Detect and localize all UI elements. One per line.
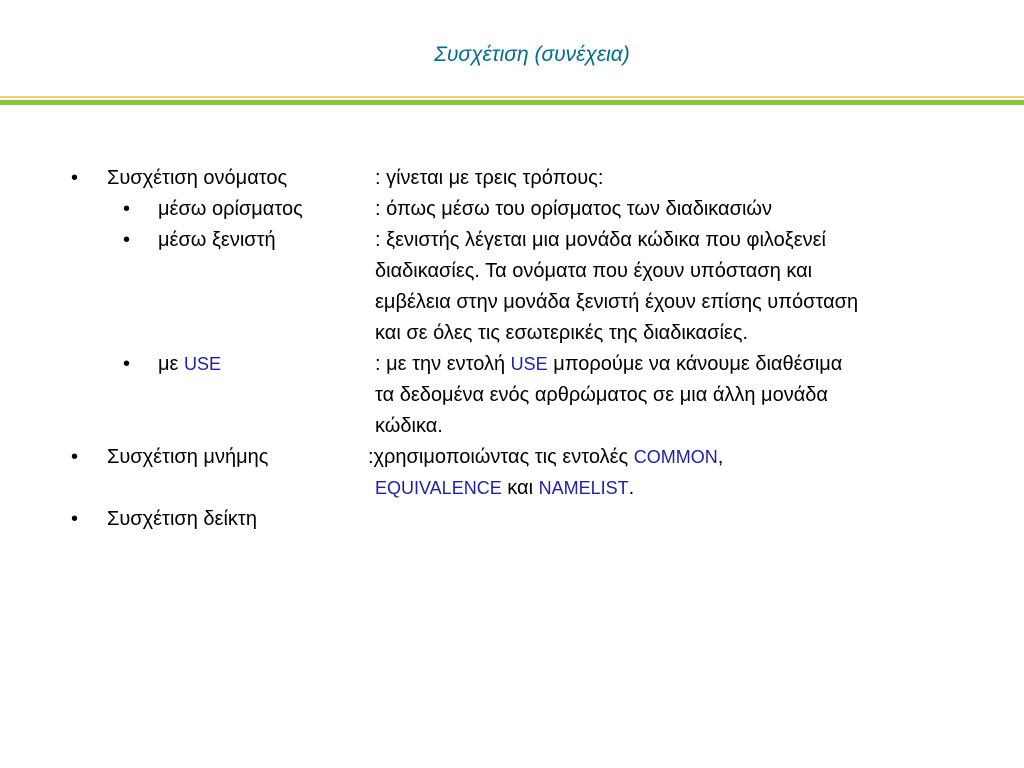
bullet-icon: • [71, 508, 79, 530]
bullet-icon: • [123, 353, 131, 375]
term-name-association: Συσχέτιση ονόματος [107, 167, 288, 189]
bullet-icon: • [123, 198, 131, 220]
slide-title: Συσχέτιση (συνέχεια) [434, 43, 630, 66]
list-item-via-host [0, 225, 1024, 256]
slide-body [0, 163, 1024, 535]
term-via-argument: μέσω ορίσματος [158, 198, 303, 220]
list-item-continuation [0, 256, 1024, 287]
list-item-continuation [0, 411, 1024, 442]
term-with-use-prefix: με [158, 353, 184, 375]
list-item-continuation [0, 318, 1024, 349]
desc-memory-line-2 [375, 473, 634, 504]
desc-with-use-prefix: : με την εντολή [375, 353, 511, 375]
keyword-equivalence: EQUIVALENCE [375, 478, 502, 498]
bullet-icon: • [71, 446, 79, 468]
desc-name-association: : γίνεται με τρεις τρόπους: [375, 167, 604, 189]
desc-memory-conjunction: και [501, 477, 539, 499]
term-via-host: μέσω ξενιστή [158, 229, 276, 251]
desc-with-use-line-3: κώδικα. [375, 415, 443, 437]
desc-memory-prefix: :χρησιμοποιώντας τις εντολές [368, 446, 634, 468]
list-item-continuation [0, 287, 1024, 318]
desc-with-use-line-1 [375, 349, 842, 380]
list-item-with-use [0, 349, 1024, 380]
header-divider-thick [0, 100, 1024, 105]
desc-memory-comma: , [717, 446, 724, 468]
desc-via-host-line-3: εμβέλεια στην μονάδα ξενιστή έχουν επίσης υπόσταση [375, 291, 859, 313]
keyword-common: COMMON [633, 447, 718, 467]
list-item-memory-association [0, 442, 1024, 473]
keyword-use: USE [184, 354, 222, 374]
keyword-namelist: NAMELIST [538, 478, 629, 498]
bullet-icon: • [123, 229, 131, 251]
header-divider-thin [0, 96, 1024, 98]
desc-with-use-suffix: μπορούμε να κάνουμε διαθέσιμα [547, 353, 843, 375]
list-item-via-argument [0, 194, 1024, 225]
desc-via-host-line-4: και σε όλες τις εσωτερικές της διαδικασίες. [375, 322, 749, 344]
desc-memory-line-1 [368, 442, 723, 473]
list-item-pointer-association [0, 504, 1024, 535]
bullet-icon: • [71, 167, 79, 189]
desc-via-argument: : όπως μέσω του ορίσματος των διαδικασιών [375, 198, 773, 220]
desc-memory-period: . [628, 477, 635, 499]
list-item-name-association [0, 163, 1024, 194]
desc-with-use-line-2: τα δεδομένα ενός αρθρώματος σε μια άλλη μονάδα [375, 384, 828, 406]
keyword-use: USE [510, 354, 548, 374]
term-memory-association: Συσχέτιση μνήμης [107, 446, 269, 468]
desc-via-host-line-2: διαδικασίες. Τα ονόματα που έχουν υπόσταση και [375, 260, 813, 282]
term-pointer-association: Συσχέτιση δείκτη [107, 508, 257, 530]
list-item-continuation [0, 473, 1024, 504]
list-item-continuation [0, 380, 1024, 411]
term-with-use [158, 349, 221, 380]
desc-via-host-line-1: : ξενιστής λέγεται μια μονάδα κώδικα που φιλοξενεί [375, 229, 826, 251]
